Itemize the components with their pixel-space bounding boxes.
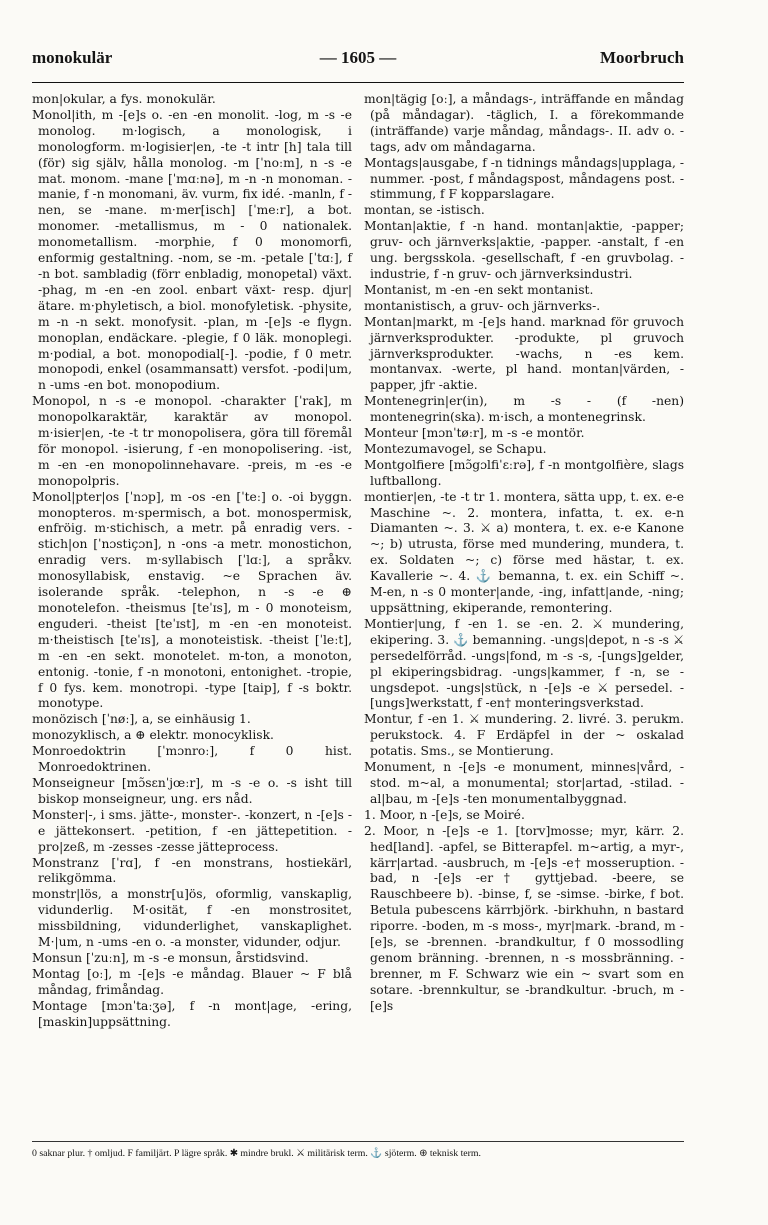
dictionary-entry: monozyklisch, a ⊕ elektr. monocyklisk.: [32, 728, 274, 743]
dictionary-entry: Montan|aktie, f -n hand. montan|aktie, -papper; gruv- och järnverks|aktie, -papper. -anstalt, f -en ung. bergsskola. -gesellschaft, f -en gruvbolag. -industrie, f -n gruv- och järnverksindustri.: [364, 219, 684, 281]
header-last-word: Moorbruch: [599, 48, 684, 67]
dictionary-entry: monözisch [ˈnøː], a, se einhäusig 1.: [32, 712, 251, 727]
dictionary-entry: Monstranz [ˈrɑ], f -en monstrans, hostiekärl, relikgömma.: [32, 855, 352, 886]
dictionary-entry: montan, se -istisch.: [364, 203, 485, 218]
dictionary-entry: mon|tägig [oː], a måndags-, inträffande en måndag (på måndagar). -täglich, I. a förekommande (inträffande) varje måndag, måndags-. II. adv o. -tags, adv om måndagarna.: [364, 92, 684, 154]
footnote-rule: [32, 1141, 684, 1142]
dictionary-entry: Montier|ung, f -en 1. se -en. 2. ⚔ mundering, ekipering. 3. ⚓ bemanning. -ungs|depot, n -s -s ⚔ persedelförråd. -ungs|fond, m -s -s, -[ungs]gelder, pl ekiperingsbidrag. -ungs|kammer, f -n, se -ungsdepot. -ungs|stück, n -[e]s -e ⚔ persedel. -[ungs]werkstatt, f -en† monteringsverkstad.: [364, 616, 684, 711]
page-header: [32, 48, 684, 74]
dictionary-entry: Monol|pter|os [ˈnɔp], m -os -en [ˈteː] o. -oi byggn. monopteros. m·spermisch, a bot. monospermisk, enfröig. m·stichisch, a metr. på enradig vers. -stich|on [ˈnɔstiçɔn], n -ons -a metr. monostichon, enradig vers. m·syllabisch [ˈlɑː], a språkv. monosyllabisk, enstavig. ~e Sprachen äv. isolerande språk. -telephon, n -s -e ⊕ monotelefon. -theismus [teˈɪs], m - 0 monoteism, enguderi. -theist [teˈɪst], m -en -en monoteist. m·theistisch [teˈɪs], a monoteistisk. -theist [ˈleːt], m -en -en sekt. monotelet. m-ton, a monoton, entonig. -tonie, f -n monotoni, entonighet. -tropie, f 0 fys. kem. monotropi. -type [taip], f -s boktr. monotype.: [32, 489, 352, 711]
dictionary-entry: Montage [mɔnˈtaːʒə], f -n mont|age, -ering, [maskin]uppsättning.: [32, 998, 352, 1029]
dictionary-entry: Monopol, n -s -e monopol. -charakter [ˈrak], m monopolkaraktär, karaktär av monopol. m·isier|en, -te -t tr monopolisera, göra till föremål för monopol. -isierung, f -en monopolisering. -ist, m -en -en monopolinnehavare. -preis, m -es -e monopolpris.: [32, 394, 352, 488]
dictionary-entry: Monseigneur [mɔ̃sɛnˈjœːr], m -s -e o. -s isht till biskop monseigneur, ung. ers nåd.: [32, 775, 352, 806]
dictionary-entry: monstr|lös, a monstr[u]ös, oformlig, vanskaplig, vidunderlig. M·osität, f -en monstrositet, missbildning, vidunderlighet, vanskaplighet. M·|um, n -ums -en o. -a monster, vidunder, odjur.: [32, 887, 352, 950]
dictionary-entry: Monsun [ˈzuːn], m -s -e monsun, årstidsvind.: [32, 950, 309, 965]
dictionary-entry: Montan|markt, m -[e]s hand. marknad för gruvoch järnverksprodukter. -produkte, pl gruvoch järnverksprodukter. -wachs, n -es kem. montanvax. -werte, pl hand. montan|värden, -papper, jfr -aktie.: [364, 314, 684, 393]
abbreviation-key-footnote: 0 saknar plur. † omljud. F familjärt. P lägre språk. ✱ mindre brukl. ⚔ militärisk term. ⚓ sjöterm. ⊕ teknisk term.: [32, 1148, 481, 1159]
dictionary-entry: mon|okular, a fys. monokulär.: [32, 92, 216, 106]
dictionary-entry: Montenegrin|er(in), m -s - (f -nen) montenegrin(ska). m·isch, a montenegrinsk.: [364, 394, 684, 425]
dictionary-entry: Montags|ausgabe, f -n tidnings måndags|upplaga, -nummer. -post, f måndagspost, måndagens post. -stimmung, f F kopparslagare.: [364, 155, 684, 202]
right-column: [364, 92, 684, 1015]
dictionary-entry: montier|en, -te -t tr 1. montera, sätta upp, t. ex. e-e Maschine ~. 2. montera, infatta, t. ex. e-n Diamanten ~. 3. ⚔ a) montera, t. ex. e-e Kanone ~; b) utrusta, förse med mundering, mundera, t. ex. Soldaten ~; c) förse med hästar, t. ex. Kavallerie ~. 4. ⚓ bemanna, t. ex. ein Schiff ~. M-en, n -s 0 monter|ande, -ing, infatt|ande, -ning; uppsättning, ekiperande, remontering.: [364, 489, 684, 615]
dictionary-entry: Montur, f -en 1. ⚔ mundering. 2. livré. 3. perukm. perukstock. 4. F Erdäpfel in der ~ oskalad potatis. Sms., se Montierung.: [364, 712, 684, 759]
dictionary-entry: Monol|ith, m -[e]s o. -en -en monolit. -log, m -s -e monolog. m·logisch, a monologisk, i monologform. m·logisier|en, -te -t intr [h] tala till (för) sig själv, hålla monolog. -m [ˈnoːm], n -s -e mat. monom. -mane [ˈmɑːnə], m -n -n monoman. -manie, f -n monomani, äv. vurm, fix idé. -manln, f -nen, se -mane. m·mer[isch] [ˈmeːr], a bot. monomer. -metallismus, m - 0 nationalek. monometallism. -morphie, f 0 monomorfi, enformig gestaltning. -nom, se -m. -petale [ˈtɑː], f -n bot. sambladig (förr enbladig, monopetal) växt. -phag, m -en -en zool. enbart växt- resp. djur|ätare. m·phyletisch, a biol. monofyletisk. -physite, m -n -n sekt. monofysit. -plan, m -[e]s -e flygn. monoplan, endäckare. -plegie, f 0 läk. monoplegi. m·podial, a bot. monopodial[-]. -podie, f 0 metr. monopodi, enkel (osammansatt) versfot. -podi|um, n -ums -en bot. monopodium.: [32, 107, 352, 393]
dictionary-entry: Monument, n -[e]s -e monument, minnes|vård, -stod. m~al, a monumental; stor|artad, -stilad. -al|bau, m -[e]s -ten monumentalbyggnad.: [364, 760, 684, 806]
page-number: — 1605 —: [319, 48, 397, 67]
dictionary-entry: montanistisch, a gruv- och järnverks-.: [364, 298, 601, 313]
dictionary-entry: Monroedoktrin [ˈmɔnroː], f 0 hist. Monroedoktrinen.: [32, 744, 352, 775]
dictionary-entry: Montezumavogel, se Schapu.: [364, 441, 547, 456]
dictionary-entry: Montanist, m -en -en sekt montanist.: [364, 282, 594, 297]
dictionary-entry: Montgolfiere [mɔ̃gɔlfiˈɛːrə], f -n montgolfière, slags luftballong.: [364, 457, 684, 488]
header-rule: [32, 82, 684, 83]
header-first-word: monokulär: [32, 48, 113, 67]
dictionary-entry: Monster|-, i sms. jätte-, monster-. -konzert, n -[e]s -e jättekonsert. -petition, f -en jättepetition. -pro|zeß, m -zesses -zesse jätteprocess.: [32, 807, 352, 854]
dictionary-entry: Montag [oː], m -[e]s -e måndag. Blauer ~ F blå måndag, frimåndag.: [32, 966, 352, 997]
left-column: [32, 92, 352, 1030]
dictionary-entry: 2. Moor, n -[e]s -e 1. [torv]mosse; myr, kärr. 2. hed[land]. -apfel, se Bitterapfel. m~artig, a myr-, kärr|artad. -ausbruch, m -[e]s -e† mosseruption. -bad, n -[e]s -er† gyttjebad. -beere, se Rauschbeere b). -binse, f, se -simse. -birke, f bot. Betula pubescens kärrbjörk. -birkhuhn, n bastard riporre. -boden, m -s moss-, myr|mark. -brand, m -[e]s, se -brennen. -brandkultur, f 0 mossodling genom bränning. -brennen, n -s mossbränning. -brenner, m F. Schwarz wie ein ~ svart som en sotare. -brennkultur, se -brandkultur. -bruch, m -[e]s: [364, 823, 684, 1013]
dictionary-entry: Monteur [mɔnˈtøːr], m -s -e montör.: [364, 426, 585, 441]
dictionary-entry: 1. Moor, n -[e]s, se Moiré.: [364, 807, 525, 822]
